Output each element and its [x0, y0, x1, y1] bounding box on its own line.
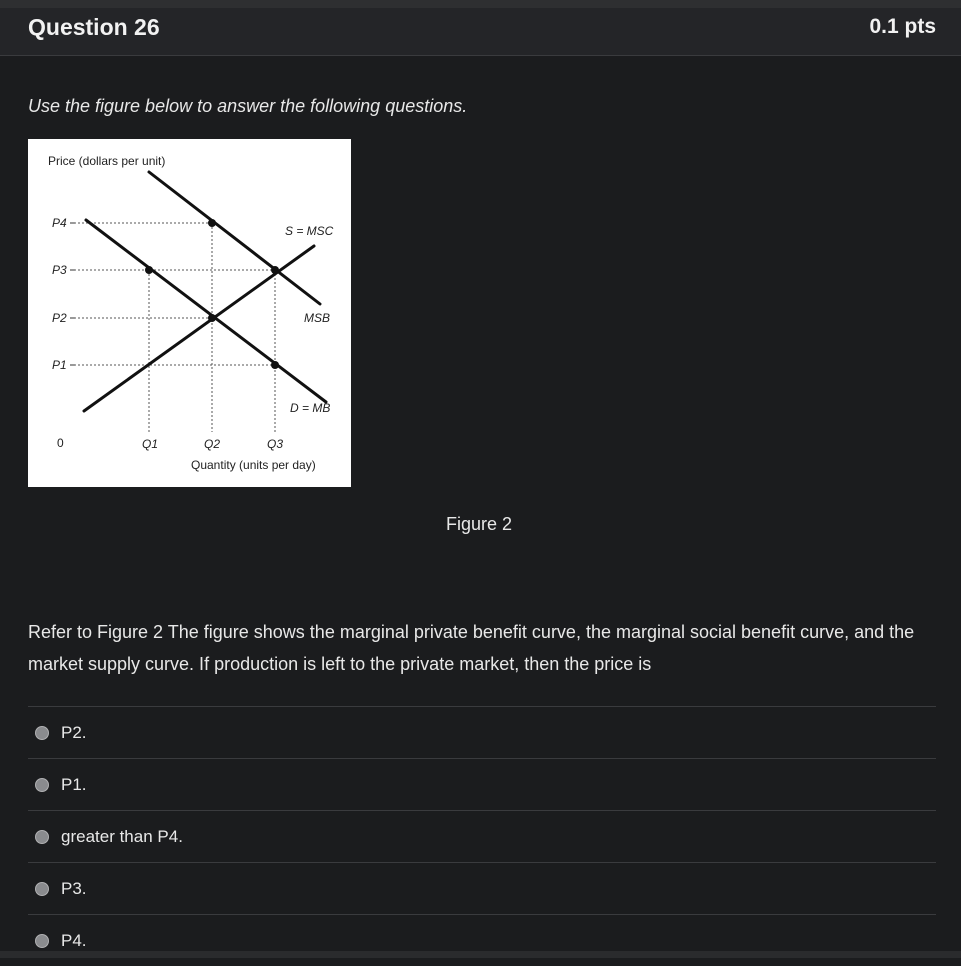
figure-caption: Figure 2 — [446, 514, 513, 534]
y-axis-label: Price (dollars per unit) — [48, 154, 166, 168]
tick-q3: Q3 — [267, 437, 284, 451]
radio-button-icon[interactable] — [35, 830, 49, 844]
radio-button-icon[interactable] — [35, 934, 49, 948]
msb-curve-label: MSB — [304, 311, 331, 325]
point-q3-p1 — [271, 361, 279, 369]
demand-curve-label: D = MB — [290, 401, 331, 415]
answer-label: P2. — [61, 722, 87, 742]
point-q2-p2 — [208, 314, 216, 322]
window-top-strip — [0, 0, 961, 8]
answer-list — [28, 706, 936, 966]
answer-label: P3. — [61, 878, 87, 898]
radio-button-icon[interactable] — [35, 882, 49, 896]
answer-label: P1. — [61, 774, 87, 794]
answer-label: greater than P4. — [61, 826, 183, 846]
x-axis-label: Quantity (units per day) — [191, 458, 316, 472]
answer-option-2[interactable] — [28, 758, 936, 810]
window-bottom-edge — [0, 951, 961, 958]
radio-button-icon[interactable] — [35, 778, 49, 792]
answer-option-5[interactable] — [28, 914, 936, 966]
origin-label: 0 — [57, 436, 64, 450]
tick-p1: P1 — [52, 358, 67, 372]
tick-q2: Q2 — [204, 437, 221, 451]
question-header — [0, 8, 961, 56]
answer-label: P4. — [61, 930, 87, 950]
question-instruction: Use the figure below to answer the following questions. — [28, 96, 468, 116]
tick-p3: P3 — [52, 263, 67, 277]
tick-p4: P4 — [52, 216, 67, 230]
figure-graph — [28, 139, 351, 487]
economics-figure — [28, 139, 351, 487]
supply-msc-curve — [84, 246, 314, 411]
answer-option-1[interactable] — [28, 706, 936, 758]
point-q1-p3 — [145, 266, 153, 274]
demand-mb-curve — [86, 220, 326, 402]
answer-option-3[interactable] — [28, 810, 936, 862]
question-text: Refer to Figure 2 The figure shows the marginal private benefit curve, the marginal social benefit curve, and the market supply curve. If production is left to the private market, then the price is — [28, 622, 915, 674]
msb-curve — [149, 172, 320, 304]
point-q3-p3 — [271, 266, 279, 274]
point-q2-p4 — [208, 219, 216, 227]
tick-q1: Q1 — [142, 437, 159, 451]
supply-curve-label: S = MSC — [285, 224, 334, 238]
question-title: Question 26 — [28, 14, 160, 40]
tick-p2: P2 — [52, 311, 67, 325]
answer-option-4[interactable] — [28, 862, 936, 914]
question-points: 0.1 pts — [869, 15, 936, 38]
radio-button-icon[interactable] — [35, 726, 49, 740]
